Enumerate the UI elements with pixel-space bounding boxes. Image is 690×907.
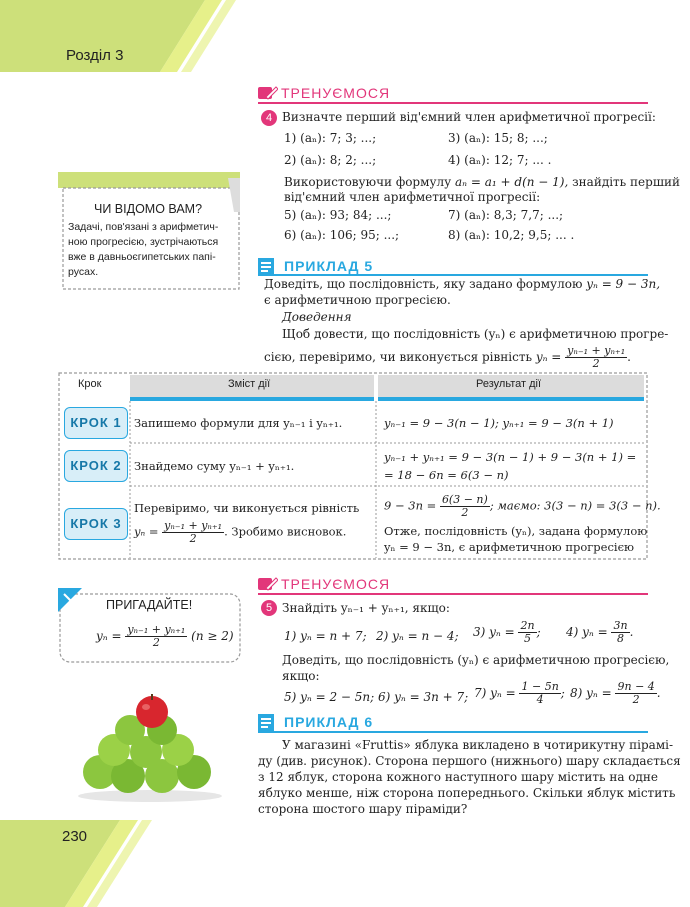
task-4-item-8: 8) (aₙ): 10,2; 9,5; ... . — [448, 228, 575, 242]
remember-formula — [96, 624, 234, 649]
remember-title: ПРИГАДАЙТЕ! — [106, 598, 193, 612]
fraction-numerator: 6(3 − n) — [441, 493, 488, 506]
example5-eq-lhs: yₙ = — [535, 350, 562, 364]
task-4-item-2: 2) (aₙ): 8; 2; ...; — [284, 153, 377, 167]
task-5-line3: якщо: — [282, 669, 320, 683]
fraction-denominator: 2 — [592, 357, 600, 370]
remember-box — [58, 588, 242, 664]
step-3-result-2: Отже, послідовність (yₙ), задана формулою — [384, 524, 648, 538]
example6-divider — [258, 731, 648, 733]
item-label: 4) yₙ = — [566, 625, 608, 639]
task-4-badge: 4 — [261, 110, 277, 126]
item-label: 8) yₙ = — [570, 686, 612, 700]
task-5-badge: 5 — [261, 600, 277, 616]
task-5-item-4: 4) yₙ = $\frac{3n}{8}$ . — [566, 619, 634, 645]
task-5-item-7: 7) yₙ = $\frac{1 - 5n}{4}$ ; — [474, 680, 565, 706]
example6-line: сторона шостого шару піраміди? — [258, 802, 468, 816]
fraction-denominator: 2 — [461, 506, 469, 519]
did-you-know-line: ною прогресією, зустрічаються — [68, 236, 219, 248]
fraction-denominator: 2 — [152, 636, 160, 649]
did-you-know-text — [68, 220, 218, 280]
train2-title: ТРЕНУЄМОСЯ — [281, 576, 391, 592]
did-you-know-line: вже в давньоєгипетських папі- — [68, 251, 216, 263]
step-3-result-1 — [384, 494, 661, 519]
task-5-item-8: 8) yₙ = $\frac{9n - 4}{2}$ . — [570, 680, 661, 706]
train1-title: ТРЕНУЄМОСЯ — [281, 85, 391, 101]
example5-formula: yₙ = 9 − 3n, — [586, 277, 661, 291]
task-4-item-3: 3) (aₙ): 15; 8; ...; — [448, 131, 548, 145]
example6-line: ду (див. рисунок). Сторона першого (нижнього) шару складається — [258, 754, 681, 768]
step-2-action: Знайдемо суму yₙ₋₁ + yₙ₊₁. — [134, 459, 295, 473]
task-4-text: Визначте перший від'ємний член арифметичної прогресії: — [282, 110, 656, 124]
step-1-result: yₙ₋₁ = 9 − 3(n − 1); yₙ₊₁ = 9 − 3(n + 1) — [384, 416, 614, 430]
hint-b: знайдіть перший — [572, 175, 680, 189]
task-5-item-3: 3) yₙ = $\frac{2n}{5}$ ; — [473, 619, 541, 645]
remember-lhs: yₙ = — [96, 629, 122, 643]
step-3-action-2 — [134, 520, 346, 545]
example6-text — [258, 737, 681, 817]
example5-title: ПРИКЛАД 5 — [284, 258, 374, 274]
step-2-result-2: = 18 − 6n = 6(3 − n) — [384, 468, 509, 482]
apple-pyramid-image — [70, 692, 230, 802]
step-3-r-lhs: 9 − 3n = — [384, 498, 437, 513]
fraction-denominator: 8 — [617, 632, 625, 645]
task-4-hint-2: від'ємний член арифметичної прогресії: — [284, 190, 541, 204]
task-5-item-6: 6) yₙ = 3n + 7; — [378, 690, 469, 704]
footer-band — [0, 820, 160, 907]
example6-line: яблуко менше, ніж сторона попереднього. Скільки яблук містить — [258, 786, 676, 800]
example5-line4-text: сією, перевіримо, чи виконується рівність — [264, 350, 532, 364]
task-4-item-1: 1) (aₙ): 7; 3; ...; — [284, 131, 377, 145]
fraction-denominator: 5 — [524, 632, 532, 645]
col-header-action: Зміст дії — [228, 378, 271, 390]
page-number: 230 — [62, 828, 88, 845]
step-1-action: Запишемо формули для yₙ₋₁ і yₙ₊₁. — [134, 416, 343, 430]
step-2-result-1: yₙ₋₁ + yₙ₊₁ = 9 − 3(n − 1) + 9 − 3(n + 1) = — [384, 450, 637, 464]
step-3-lhs: yₙ = — [134, 524, 159, 539]
task-4-item-7: 7) (aₙ): 8,3; 7,7; ...; — [448, 208, 564, 222]
header-band — [0, 0, 260, 72]
step-2-label: КРОК 2 — [64, 450, 128, 482]
task-4-item-5: 5) (aₙ): 93; 84; ...; — [284, 208, 392, 222]
remember-fraction — [125, 624, 187, 649]
step-3-label: КРОК 3 — [64, 508, 128, 540]
example5-line3: Щоб довести, що послідовність (yₙ) є арифметичною прогре- — [282, 327, 669, 341]
example6-title: ПРИКЛАД 6 — [284, 714, 374, 730]
fraction-denominator: 4 — [536, 693, 544, 706]
train2-divider — [258, 593, 648, 595]
example6-line: У магазині «Fruttis» яблука викладено в чотирикутну пірамі- — [282, 738, 674, 752]
hint-formula: aₙ = a₁ + d(n − 1), — [455, 175, 569, 189]
col-header-step: Крок — [78, 378, 102, 390]
steps-table — [58, 372, 661, 560]
step-3-fraction — [162, 520, 224, 545]
did-you-know-title: ЧИ ВІДОМО ВАМ? — [94, 202, 203, 216]
step-1-label: КРОК 1 — [64, 407, 128, 439]
section-title: Розділ 3 — [66, 47, 124, 64]
remember-condition: (n ≥ 2) — [191, 629, 234, 643]
item-fraction — [615, 681, 656, 706]
example5-proof-label: Доведення — [282, 310, 352, 324]
task-5-item-2: 2) yₙ = n − 4; — [376, 629, 459, 643]
fraction-denominator: 2 — [632, 693, 640, 706]
fraction-numerator: yₙ₋₁ + yₙ₊₁ — [164, 519, 223, 532]
step-3-result-3: yₙ = 9 − 3n, є арифметичною прогресією — [384, 540, 635, 554]
item-fraction — [519, 681, 560, 706]
example5-eq-fraction — [565, 345, 627, 370]
task-4-item-4: 4) (aₙ): 12; 7; ... . — [448, 153, 552, 167]
task-5-item-5: 5) yₙ = 2 − 5n; — [284, 690, 375, 704]
example6-line: з 12 яблук, сторона кожного наступного шару містить на одне — [258, 770, 659, 784]
task-5-item-1: 1) yₙ = n + 7; — [284, 629, 367, 643]
did-you-know-line: Задачі, пов'язані з арифметич- — [68, 221, 219, 233]
fraction-numerator: 1 − 5n — [521, 680, 559, 693]
fraction-denominator: 2 — [189, 532, 197, 545]
fraction-numerator: 2n — [520, 619, 535, 632]
did-you-know-box — [58, 172, 240, 290]
item-fraction — [518, 620, 536, 645]
item-fraction — [611, 620, 629, 645]
hint-a: Використовуючи формулу — [284, 175, 452, 189]
example5-text: Доведіть, що послідовність, яку задано формулою — [264, 277, 583, 291]
fraction-numerator: 9n − 4 — [617, 680, 655, 693]
example5-line4: сією, перевіримо, чи виконується рівність yₙ = $\frac{\text{yₙ₋₁ + yₙ₊₁}}{2}$ . — [264, 344, 631, 370]
step-3-r-fraction — [440, 494, 490, 519]
task-5-line2: Доведіть, що послідовність (yₙ) є арифметичною прогресією, — [282, 653, 670, 667]
col-header-result: Результат дії — [476, 378, 542, 390]
train1-divider — [258, 102, 648, 104]
fraction-numerator: yₙ₋₁ + yₙ₊₁ — [567, 344, 626, 357]
fraction-numerator: yₙ₋₁ + yₙ₊₁ — [127, 623, 186, 636]
step-3-conclusion: . Зробимо висновок. — [224, 524, 347, 539]
task-4-item-6: 6) (aₙ): 106; 95; ...; — [284, 228, 400, 242]
item-label: 7) yₙ = — [474, 686, 516, 700]
did-you-know-line: русах. — [68, 266, 99, 278]
example5-line2: є арифметичною прогресією. — [264, 293, 451, 307]
fraction-numerator: 3n — [613, 619, 628, 632]
item-label: 3) yₙ = — [473, 625, 515, 639]
step-3-r-tail: ; маємо: 3(3 − n) = 3(3 − n). — [489, 498, 661, 513]
step-3-action-1: Перевіримо, чи виконується рівність — [134, 501, 360, 515]
task-5-text: Знайдіть yₙ₋₁ + yₙ₊₁, якщо: — [282, 601, 450, 615]
